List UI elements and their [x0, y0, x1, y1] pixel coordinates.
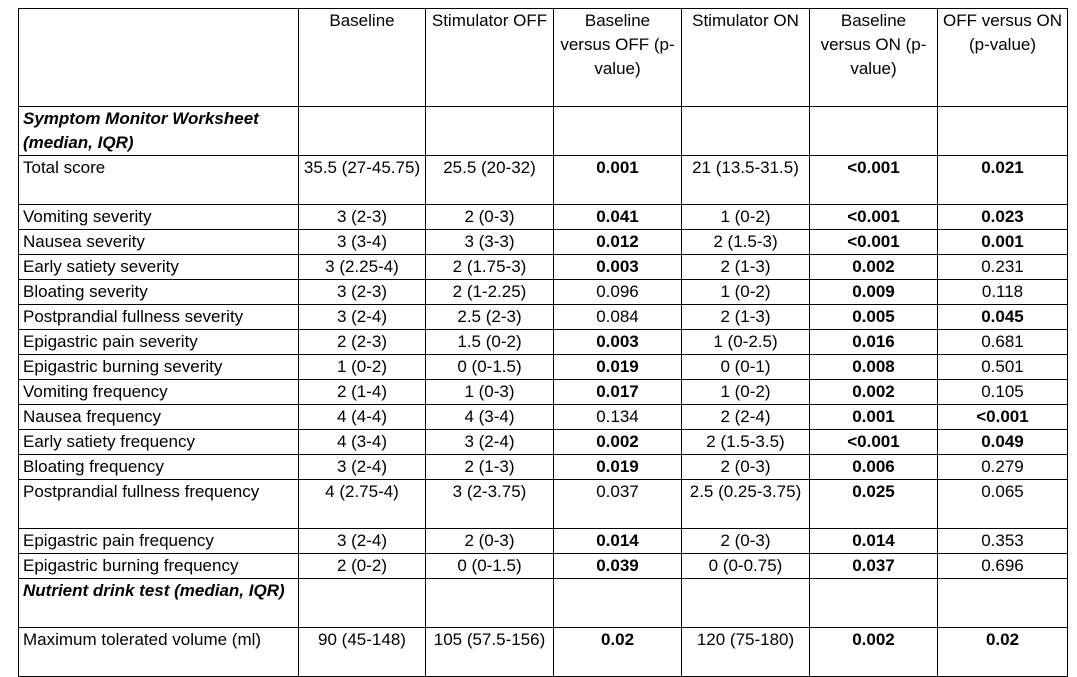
p-baseline-on: 0.025 [810, 480, 938, 529]
off-value: 3 (3-3) [426, 230, 554, 255]
baseline-value: 4 (3-4) [299, 430, 426, 455]
row-label: Nausea frequency [19, 405, 299, 430]
empty-cell [554, 107, 682, 156]
p-off-on: 0.001 [938, 230, 1068, 255]
p-off-on: 0.105 [938, 380, 1068, 405]
p-baseline-on: 0.001 [810, 405, 938, 430]
baseline-value: 2 (0-2) [299, 554, 426, 579]
p-baseline-off: 0.041 [554, 205, 682, 230]
row-label: Epigastric pain severity [19, 330, 299, 355]
p-baseline-off: 0.037 [554, 480, 682, 529]
header-baseline-vs-on: Baseline versus ON (p-value) [810, 9, 938, 107]
baseline-value: 3 (3-4) [299, 230, 426, 255]
section-row-nutrient-drink [19, 579, 1068, 628]
section-row-symptom-monitor [19, 107, 1068, 156]
p-baseline-off: 0.003 [554, 330, 682, 355]
table-row [19, 628, 1068, 677]
header-row [19, 9, 1068, 107]
row-label: Epigastric burning severity [19, 355, 299, 380]
baseline-value: 3 (2-4) [299, 529, 426, 554]
row-label: Bloating severity [19, 280, 299, 305]
results-table [18, 8, 1068, 677]
baseline-value: 2 (1-4) [299, 380, 426, 405]
on-value: 2 (0-3) [682, 455, 810, 480]
p-baseline-off: 0.019 [554, 355, 682, 380]
p-baseline-off: 0.019 [554, 455, 682, 480]
row-label: Postprandial fullness severity [19, 305, 299, 330]
p-baseline-on: 0.008 [810, 355, 938, 380]
table-row [19, 255, 1068, 280]
on-value: 2 (1.5-3) [682, 230, 810, 255]
table-row [19, 280, 1068, 305]
row-label: Total score [19, 156, 299, 205]
off-value: 2 (1-2.25) [426, 280, 554, 305]
p-off-on: 0.065 [938, 480, 1068, 529]
p-baseline-off: 0.02 [554, 628, 682, 677]
empty-cell [938, 579, 1068, 628]
baseline-value: 4 (2.75-4) [299, 480, 426, 529]
on-value: 21 (13.5-31.5) [682, 156, 810, 205]
row-label: Epigastric pain frequency [19, 529, 299, 554]
off-value: 2 (0-3) [426, 205, 554, 230]
on-value: 2 (1.5-3.5) [682, 430, 810, 455]
row-label: Epigastric burning frequency [19, 554, 299, 579]
empty-cell [810, 107, 938, 156]
p-baseline-on: <0.001 [810, 156, 938, 205]
p-baseline-off: 0.134 [554, 405, 682, 430]
row-label: Early satiety frequency [19, 430, 299, 455]
on-value: 2.5 (0.25-3.75) [682, 480, 810, 529]
p-off-on: <0.001 [938, 405, 1068, 430]
table-row [19, 554, 1068, 579]
table-row [19, 455, 1068, 480]
p-baseline-off: 0.096 [554, 280, 682, 305]
off-value: 2 (1-3) [426, 455, 554, 480]
p-baseline-on: <0.001 [810, 230, 938, 255]
off-value: 4 (3-4) [426, 405, 554, 430]
p-off-on: 0.231 [938, 255, 1068, 280]
empty-cell [299, 579, 426, 628]
p-baseline-off: 0.001 [554, 156, 682, 205]
row-label: Bloating frequency [19, 455, 299, 480]
on-value: 1 (0-2) [682, 380, 810, 405]
baseline-value: 1 (0-2) [299, 355, 426, 380]
table-body [19, 9, 1068, 677]
table-row [19, 380, 1068, 405]
on-value: 1 (0-2) [682, 280, 810, 305]
table-row [19, 305, 1068, 330]
table-row [19, 156, 1068, 205]
header-cell-empty [19, 9, 299, 107]
empty-cell [426, 579, 554, 628]
baseline-value: 2 (2-3) [299, 330, 426, 355]
off-value: 105 (57.5-156) [426, 628, 554, 677]
baseline-value: 3 (2.25-4) [299, 255, 426, 280]
off-value: 25.5 (20-32) [426, 156, 554, 205]
empty-cell [426, 107, 554, 156]
on-value: 1 (0-2.5) [682, 330, 810, 355]
p-baseline-on: 0.005 [810, 305, 938, 330]
row-label: Postprandial fullness frequency [19, 480, 299, 529]
p-baseline-on: <0.001 [810, 205, 938, 230]
table-row [19, 205, 1068, 230]
p-baseline-on: 0.002 [810, 255, 938, 280]
baseline-value: 3 (2-4) [299, 455, 426, 480]
off-value: 3 (2-4) [426, 430, 554, 455]
p-baseline-on: 0.006 [810, 455, 938, 480]
empty-cell [682, 107, 810, 156]
p-baseline-on: 0.009 [810, 280, 938, 305]
off-value: 2.5 (2-3) [426, 305, 554, 330]
table-row [19, 230, 1068, 255]
off-value: 2 (0-3) [426, 529, 554, 554]
off-value: 0 (0-1.5) [426, 554, 554, 579]
row-label: Vomiting frequency [19, 380, 299, 405]
p-off-on: 0.279 [938, 455, 1068, 480]
p-baseline-on: <0.001 [810, 430, 938, 455]
header-off-vs-on: OFF versus ON (p-value) [938, 9, 1068, 107]
p-off-on: 0.696 [938, 554, 1068, 579]
on-value: 2 (1-3) [682, 255, 810, 280]
p-baseline-on: 0.037 [810, 554, 938, 579]
on-value: 2 (1-3) [682, 305, 810, 330]
p-off-on: 0.353 [938, 529, 1068, 554]
header-baseline: Baseline [299, 9, 426, 107]
table-row [19, 430, 1068, 455]
p-baseline-off: 0.012 [554, 230, 682, 255]
p-off-on: 0.023 [938, 205, 1068, 230]
header-stimulator-off: Stimulator OFF [426, 9, 554, 107]
off-value: 0 (0-1.5) [426, 355, 554, 380]
table-row [19, 330, 1068, 355]
baseline-value: 3 (2-3) [299, 205, 426, 230]
p-off-on: 0.045 [938, 305, 1068, 330]
p-baseline-off: 0.003 [554, 255, 682, 280]
off-value: 1.5 (0-2) [426, 330, 554, 355]
off-value: 2 (1.75-3) [426, 255, 554, 280]
p-baseline-on: 0.002 [810, 380, 938, 405]
on-value: 2 (2-4) [682, 405, 810, 430]
table-row [19, 355, 1068, 380]
p-off-on: 0.021 [938, 156, 1068, 205]
baseline-value: 3 (2-4) [299, 305, 426, 330]
baseline-value: 4 (4-4) [299, 405, 426, 430]
empty-cell [810, 579, 938, 628]
p-baseline-off: 0.017 [554, 380, 682, 405]
p-off-on: 0.501 [938, 355, 1068, 380]
empty-cell [938, 107, 1068, 156]
p-off-on: 0.049 [938, 430, 1068, 455]
empty-cell [682, 579, 810, 628]
p-baseline-off: 0.084 [554, 305, 682, 330]
table-row [19, 480, 1068, 529]
on-value: 0 (0-0.75) [682, 554, 810, 579]
on-value: 2 (0-3) [682, 529, 810, 554]
header-stimulator-on: Stimulator ON [682, 9, 810, 107]
p-baseline-off: 0.039 [554, 554, 682, 579]
p-baseline-on: 0.002 [810, 628, 938, 677]
p-baseline-on: 0.016 [810, 330, 938, 355]
empty-cell [299, 107, 426, 156]
off-value: 1 (0-3) [426, 380, 554, 405]
row-label: Maximum tolerated volume (ml) [19, 628, 299, 677]
p-baseline-on: 0.014 [810, 529, 938, 554]
on-value: 1 (0-2) [682, 205, 810, 230]
p-off-on: 0.118 [938, 280, 1068, 305]
baseline-value: 3 (2-3) [299, 280, 426, 305]
p-off-on: 0.02 [938, 628, 1068, 677]
header-baseline-vs-off: Baseline versus OFF (p-value) [554, 9, 682, 107]
table-row [19, 405, 1068, 430]
row-label: Nausea severity [19, 230, 299, 255]
p-off-on: 0.681 [938, 330, 1068, 355]
empty-cell [554, 579, 682, 628]
on-value: 120 (75-180) [682, 628, 810, 677]
p-baseline-off: 0.014 [554, 529, 682, 554]
on-value: 0 (0-1) [682, 355, 810, 380]
section-title: Nutrient drink test (median, IQR) [19, 579, 299, 628]
section-title: Symptom Monitor Worksheet (median, IQR) [19, 107, 299, 156]
p-baseline-off: 0.002 [554, 430, 682, 455]
row-label: Vomiting severity [19, 205, 299, 230]
baseline-value: 35.5 (27-45.75) [299, 156, 426, 205]
row-label: Early satiety severity [19, 255, 299, 280]
table-row [19, 529, 1068, 554]
baseline-value: 90 (45-148) [299, 628, 426, 677]
off-value: 3 (2-3.75) [426, 480, 554, 529]
